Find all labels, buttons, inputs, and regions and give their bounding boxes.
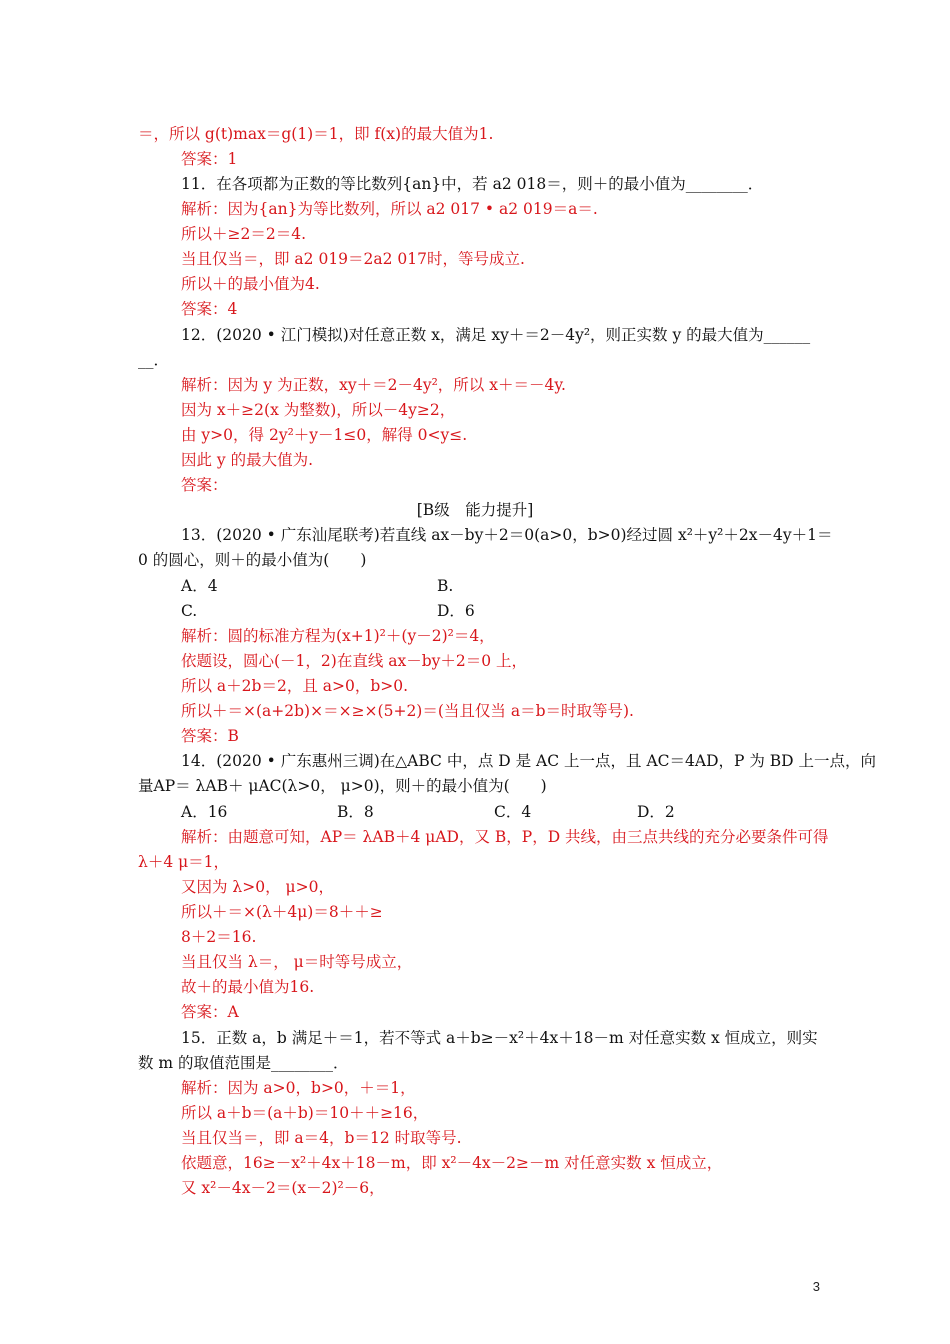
answer-line: 答案：B	[181, 727, 239, 745]
question-15: 15．正数 a，b 满足＋＝1，若不等式 a＋b≥－x²＋4x＋18－m 对任意实数 x 恒成立，则实	[181, 1029, 818, 1047]
solution-line: 所以＋＝×(λ＋4μ)＝8＋＋≥	[181, 903, 383, 921]
solution-line: 又 x²－4x－2＝(x－2)²－6，	[181, 1179, 385, 1197]
solution-line: 当且仅当＝，即 a＝4，b＝12 时取等号.	[181, 1129, 462, 1147]
solution-line: 所以 a＋b＝(a＋b)＝10＋＋≥16，	[181, 1104, 429, 1122]
solution-line: 依题设，圆心(－1，2)在直线 ax－by＋2＝0 上，	[181, 652, 528, 670]
option-b: B．8	[337, 803, 374, 821]
option-b: B.	[437, 577, 454, 595]
solution-line: 因此 y 的最大值为.	[181, 451, 314, 469]
answer-line: 答案：	[181, 476, 228, 494]
answer-line: 答案：1	[181, 150, 238, 168]
option-d: D．2	[637, 803, 675, 821]
solution-line: 所以＋的最小值为4.	[181, 275, 320, 293]
option-d: D．6	[437, 602, 475, 620]
answer-line: 答案：4	[181, 300, 238, 318]
solution-line: 解析：因为 y 为正数，xy＋＝2－4y²，所以 x＋＝－4y.	[181, 376, 566, 394]
page-number: 3	[812, 1279, 820, 1294]
solution-line: 所以＋≥2＝2＝4.	[181, 225, 306, 243]
solution-line: 解析：由题意可知，AP＝ λAB＋4 μAD，又 B，P，D 共线，由三点共线的充分必要条件可得	[181, 828, 829, 846]
solution-line: 因为 x＋≥2(x 为整数)，所以－4y≥2，	[181, 401, 456, 419]
section-heading: [B级 能力提升]	[416, 501, 534, 519]
question-12: 12．(2020 • 江门模拟)对任意正数 x，满足 xy＋＝2－4y²，则正实数 y 的最大值为______	[181, 326, 811, 344]
solution-line: 所以＋＝×(a+2b)×＝×≥×(5+2)＝(当且仅当 a＝b＝时取等号).	[181, 702, 634, 720]
question-13-continued: 0 的圆心，则＋的最小值为( )	[138, 551, 367, 569]
question-12-continued: __．	[138, 351, 170, 369]
solution-line: 8＋2＝16.	[181, 928, 257, 946]
option-a: A．4	[181, 577, 218, 595]
solution-line: 又因为 λ>0， μ>0，	[181, 878, 334, 896]
solution-line: 解析：圆的标准方程为(x+1)²＋(y－2)²＝4，	[181, 627, 495, 645]
solution-line: 解析：因为{an}为等比数列，所以 a2 017 • a2 019＝a＝.	[181, 200, 598, 218]
solution-line: 依题意，16≥－x²＋4x＋18－m，即 x²－4x－2≥－m 对任意实数 x 恒成立，	[181, 1154, 723, 1172]
solution-line: 故＋的最小值为16.	[181, 978, 315, 996]
question-13: 13．(2020 • 广东汕尾联考)若直线 ax－by＋2＝0(a>0，b>0)经过圆 x²＋y²＋2x－4y＋1＝	[181, 526, 833, 544]
solution-line: 当且仅当＝，即 a2 019＝2a2 017时，等号成立.	[181, 250, 525, 268]
option-a: A．16	[181, 803, 228, 821]
solution-line: 解析：因为 a>0，b>0，＋＝1，	[181, 1079, 416, 1097]
question-14-continued: 量AP＝ λAB＋ μAC(λ>0， μ>0)，则＋的最小值为( )	[138, 777, 547, 795]
solution-line: 当且仅当 λ＝， μ＝时等号成立，	[181, 953, 413, 971]
answer-line: 答案：A	[181, 1003, 239, 1021]
option-c: C．4	[494, 803, 532, 821]
option-c: C.	[181, 602, 198, 620]
solution-line: 由 y>0，得 2y²＋y－1≤0，解得 0<y≤.	[181, 426, 468, 444]
question-15-continued: 数 m 的取值范围是________．	[138, 1054, 349, 1072]
question-11: 11．在各项都为正数的等比数列{an}中，若 a2 018＝，则＋的最小值为________．	[181, 175, 764, 193]
solution-line: ＝，所以 g(t)max＝g(1)＝1，即 f(x)的最大值为1.	[138, 125, 494, 143]
solution-line: 所以 a＋2b＝2，且 a>0，b>0.	[181, 677, 409, 695]
solution-line-continued: λ＋4 μ＝1，	[138, 853, 230, 871]
question-14: 14．(2020 • 广东惠州三调)在△ABC 中，点 D 是 AC 上一点，且 AC＝4AD，P 为 BD 上一点，向	[181, 752, 877, 770]
